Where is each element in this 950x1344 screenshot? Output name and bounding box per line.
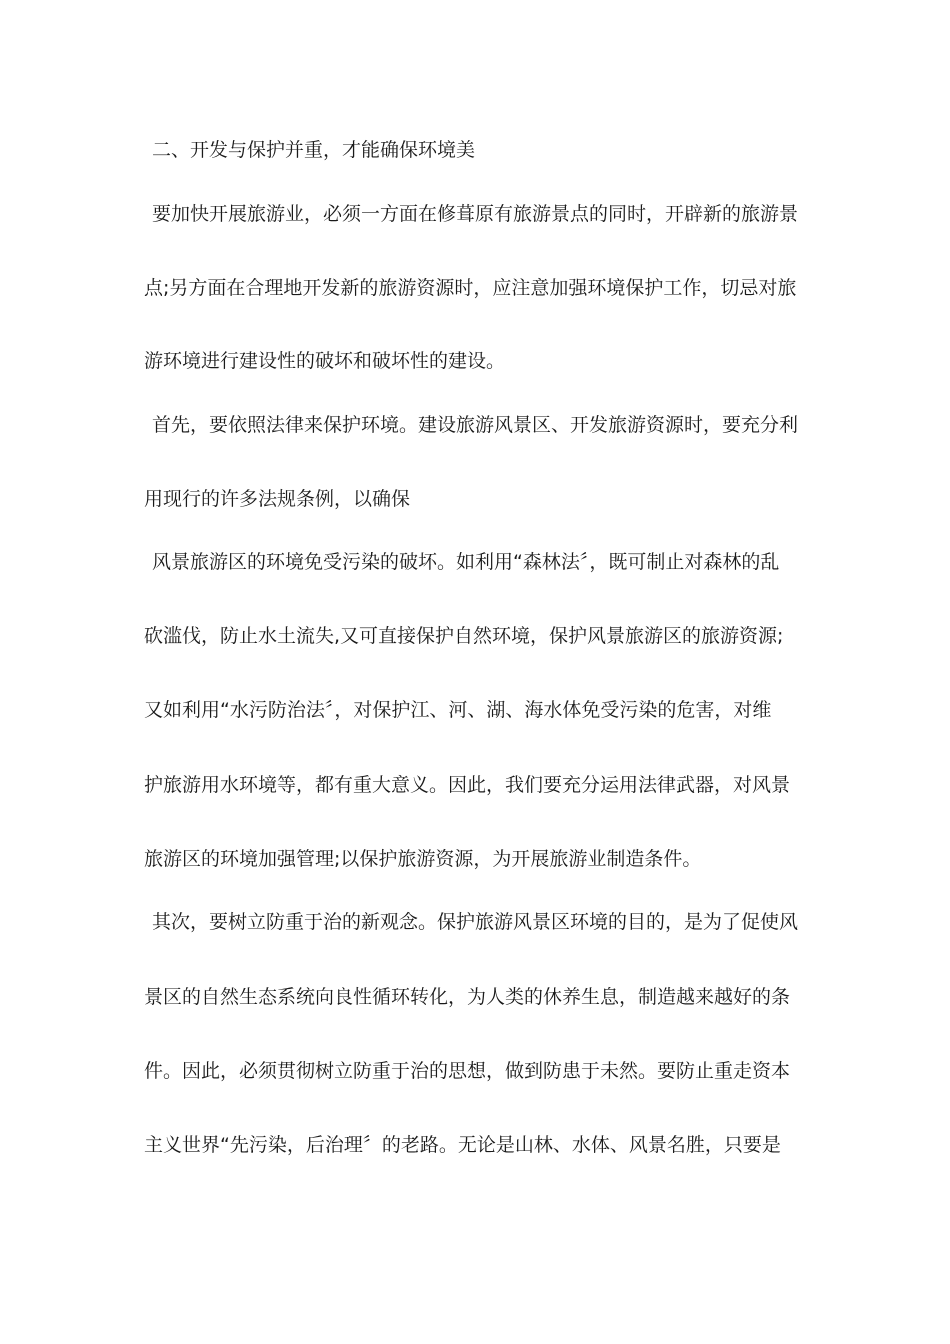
paragraph-line: 风景旅游区的环境免受污染的破坏。如利用“森林法〞，既可制止对森林的乱 — [152, 551, 780, 573]
section-heading: 二、开发与保护并重，才能确保环境美 — [152, 139, 476, 161]
paragraph-line: 游环境进行建设性的破坏和破坏性的建设。 — [144, 350, 506, 372]
paragraph-line: 件。因此，必须贯彻树立防重于治的思想，做到防患于未然。要防止重走资本 — [144, 1060, 791, 1082]
paragraph-line: 其次，要树立防重于治的新观念。保护旅游风景区环境的目的，是为了促使风 — [152, 911, 799, 933]
paragraph-line: 要加快开展旅游业，必须一方面在修葺原有旅游景点的同时，开辟新的旅游景 — [152, 203, 799, 225]
paragraph-line: 主义世界“先污染，后治理〞的老路。无论是山林、水体、风景名胜，只要是 — [144, 1134, 781, 1156]
paragraph-line: 又如利用“水污防治法〞，对保护江、河、湖、海水体免受污染的危害，对维 — [144, 699, 772, 721]
paragraph-line: 点;另方面在合理地开发新的旅游资源时，应注意加强环境保护工作，切忌对旅 — [144, 277, 797, 299]
paragraph-line: 砍滥伐，防止水土流失,又可直接保护自然环境，保护风景旅游区的旅游资源; — [144, 625, 784, 647]
paragraph-line: 用现行的许多法规条例，以确保 — [144, 488, 411, 510]
paragraph-line: 旅游区的环境加强管理;以保护旅游资源，为开展旅游业制造条件。 — [144, 848, 702, 870]
paragraph-line: 护旅游用水环境等，都有重大意义。因此，我们要充分运用法律武器，对风景 — [144, 774, 791, 796]
paragraph-line: 景区的自然生态系统向良性循环转化，为人类的休养生息，制造越来越好的条 — [144, 986, 791, 1008]
paragraph-line: 首先，要依照法律来保护环境。建设旅游风景区、开发旅游资源时，要充分利 — [152, 414, 799, 436]
